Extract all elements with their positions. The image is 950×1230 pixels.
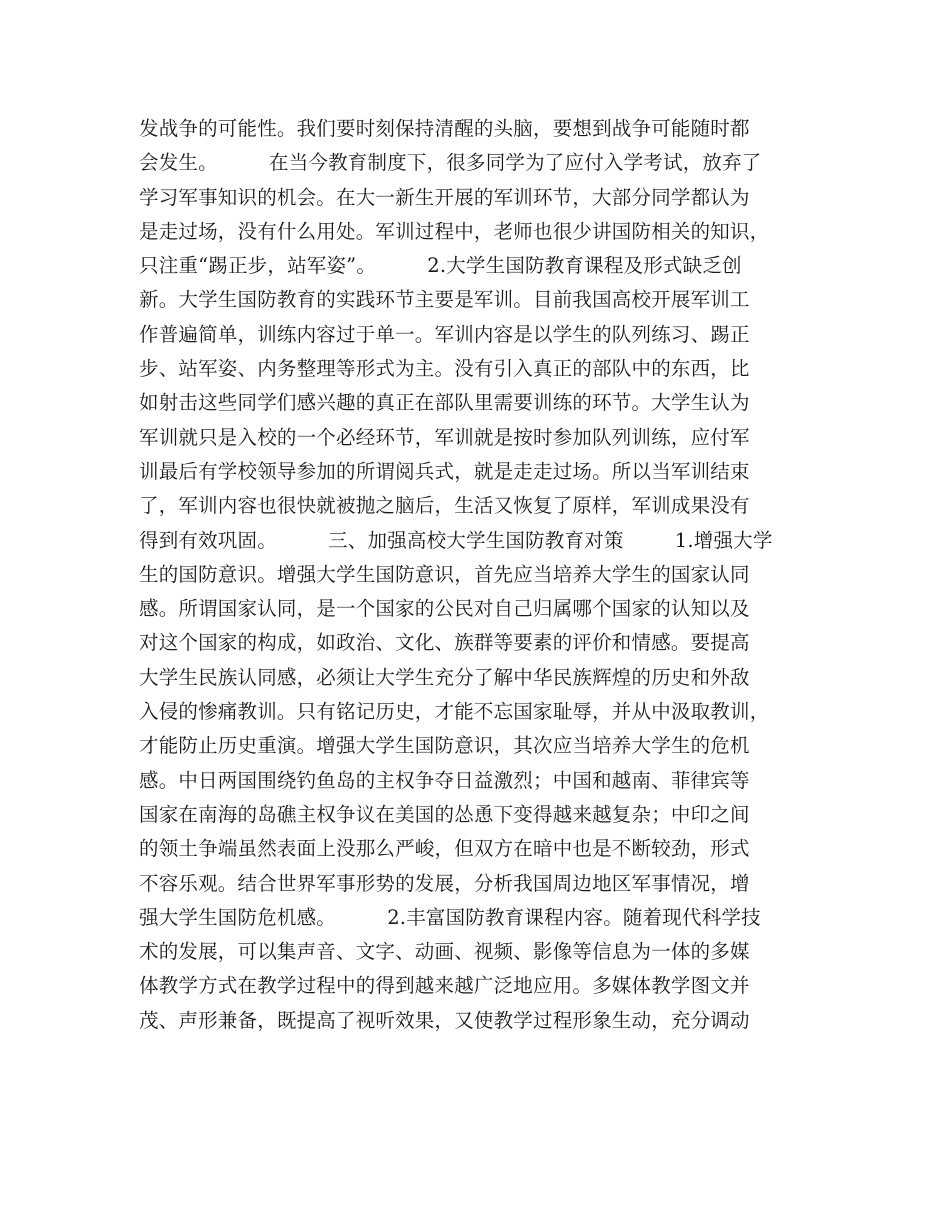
text-line: 生的国防意识。增强大学生国防意识，首先应当培养大学生的国家认同: [139, 562, 750, 586]
text-line: 新。大学生国防教育的实践环节主要是军训。目前我国高校开展军训工: [139, 288, 750, 312]
text-line: 不容乐观。结合世界军事形势的发展，分析我国周边地区军事情况，增: [139, 871, 750, 895]
text-line: 学习军事知识的机会。在大一新生开展的军训环节，大部分同学都认为: [139, 185, 750, 209]
text-line: 术的发展，可以集声音、文字、动画、视频、影像等信息为一体的多媒: [139, 940, 750, 964]
text-line: 入侵的惨痛教训。只有铭记历史，才能不忘国家耻辱，并从中汲取教训，: [139, 700, 770, 724]
text-line: 国家在南海的岛礁主权争议在美国的怂恿下变得越来越复杂；中印之间: [139, 802, 750, 826]
text-line: 的领土争端虽然表面上没那么严峻，但双方在暗中也是不断较劲，形式: [139, 837, 750, 861]
text-line: 军训就只是入校的一个必经环节，军训就是按时参加队列训练，应付军: [139, 425, 750, 449]
text-line: 茂、声形兼备，既提高了视听效果，又使教学过程形象生动，充分调动: [139, 1008, 750, 1032]
text-line: 训最后有学校领导参加的所谓阅兵式，就是走走过场。所以当军训结束: [139, 459, 750, 483]
text-line: 对这个国家的构成，如政治、文化、族群等要素的评价和情感。要提高: [139, 631, 750, 655]
text-line: 发战争的可能性。我们要时刻保持清醒的头脑，要想到战争可能随时都: [139, 117, 750, 140]
text-line: 感。中日两国围绕钓鱼岛的主权争夺日益激烈；中国和越南、菲律宾等: [139, 768, 750, 792]
text-line: 只注重“踢正步，站军姿”。 2.大学生国防教育课程及形式缺乏创: [139, 254, 742, 278]
text-line: 会发生。 在当今教育制度下，很多同学为了应付入学考试，放弃了: [139, 151, 762, 175]
body-text: [139, 112, 819, 1038]
text-line: 是走过场，没有什么用处。军训过程中，老师也很少讲国防相关的知识，: [139, 219, 770, 243]
text-line: 大学生民族认同感，必须让大学生充分了解中华民族辉煌的历史和外敌: [139, 665, 750, 689]
text-line: 了，军训内容也很快就被抛之脑后，生活又恢复了原样，军训成果没有: [139, 494, 750, 518]
text-line: 体教学方式在教学过程中的得到越来越广泛地应用。多媒体教学图文并: [139, 974, 750, 998]
text-line: 强大学生国防危机感。 2.丰富国防教育课程内容。随着现代科学技: [139, 905, 761, 929]
text-line: 得到有效巩固。 三、加强高校大学生国防教育对策 1.增强大学: [139, 528, 773, 552]
text-line: 作普遍简单，训练内容过于单一。军训内容是以学生的队列练习、踢正: [139, 322, 750, 346]
text-line: 感。所谓国家认同，是一个国家的公民对自己归属哪个国家的认知以及: [139, 597, 750, 621]
text-line: 如射击这些同学们感兴趣的真正在部队里需要训练的环节。大学生认为: [139, 391, 750, 415]
text-line: 步、站军姿、内务整理等形式为主。没有引入真正的部队中的东西，比: [139, 357, 750, 381]
text-line: 才能防止历史重演。增强大学生国防意识，其次应当培养大学生的危机: [139, 734, 750, 758]
